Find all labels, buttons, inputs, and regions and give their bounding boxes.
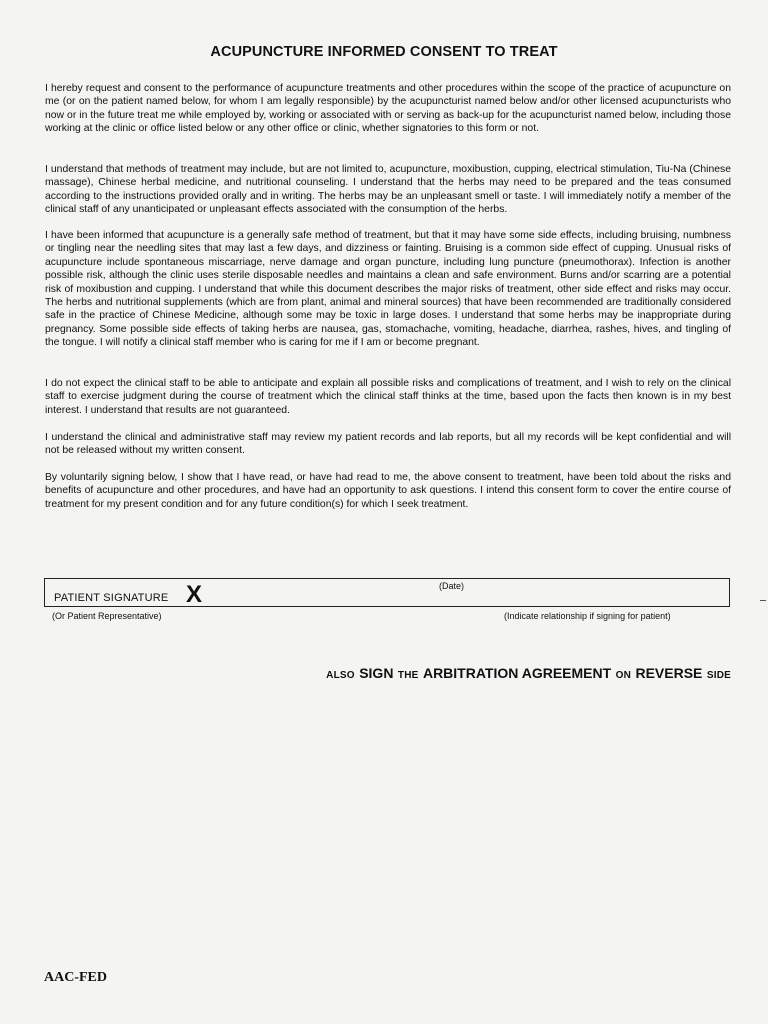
consent-paragraph-judgment: I do not expect the clinical staff to be able to anticipate and explain all possible risks and complications of treatment, and I wish to rely on the clinical staff to exercise judgment during the course of treatment which the clinical staff thinks at the time, based upon the facts then known is in my best interest. I understand that results are not guaranteed.: [45, 378, 731, 416]
signature-field[interactable]: [44, 578, 730, 607]
page-title: ACUPUNCTURE INFORMED CONSENT TO TREAT: [210, 44, 558, 60]
notice-word-sign: SIGN: [359, 665, 394, 681]
relationship-note: (Indicate relationship if signing for patient): [504, 611, 671, 621]
consent-paragraph-confidentiality: I understand the clinical and administrative staff may review my patient records and lab reports, but all my records will be kept confidential and will not be released without my written consent.: [45, 432, 731, 457]
consent-paragraph-acknowledgement: By voluntarily signing below, I show that I have read, or have had read to me, the above consent to treatment, have been told about the risks and benefits of acupuncture and other procedures, and have had an opportunity to ask questions. I intend this consent form to cover the entire course of treatment for my present condition and for any future condition(s) for which I seek treatment.: [45, 472, 731, 510]
consent-paragraph-request: I hereby request and consent to the performance of acupuncture treatments and other procedures within the scope of the practice of acupuncture on me (or on the patient named below, for whom I am legally responsible) by the acupuncturist named below and/or other licensed acupuncturists who now or in the future treat me while employed by, working or associated with or serving as back-up for the acupuncturist named below, including those working at the clinic or office listed below or any other office or clinic, whether signatories to this form or not.: [45, 83, 731, 135]
form-code: AAC-FED: [44, 970, 107, 985]
representative-note: (Or Patient Representative): [52, 611, 162, 621]
notice-word-side: SIDE: [706, 670, 731, 681]
notice-word-also: ALSO: [326, 670, 355, 681]
notice-word-arbitration: ARBITRATION AGREEMENT: [422, 665, 612, 681]
consent-paragraph-risks: I have been informed that acupuncture is a generally safe method of treatment, but that it may have some side effects, including bruising, numbness or tingling near the needling sites that may last a few days, and dizziness or fainting. Bruising is a common side effect of cupping. Unusual risks of acupuncture include spontaneous miscarriage, nerve damage and organ puncture, including lung puncture (pneumothorax). Infection is another possible risk, although the clinic uses sterile disposable needles and maintains a clean and safe environment. Burns and/or scarring are a potential risk of moxibustion and cupping. I understand that while this document describes the major risks of treatment, other side effect and risks may occur. The herbs and nutritional supplements (which are from plant, animal and mineral sources) that have been recommended are traditionally considered safe in the practice of Chinese Medicine, although some may be toxic in large doses. I understand that some herbs may be inappropriate during pregnancy. Some possible side effects of taking herbs are nausea, gas, stomachache, vomiting, headache, diarrhea, rashes, hives, and tingling of the tongue. I will notify a clinical staff member who is caring for me if I am or become pregnant.: [45, 230, 731, 349]
scan-edge-mark: [760, 600, 766, 601]
notice-word-reverse: REVERSE: [635, 665, 703, 681]
signature-x-mark: X: [186, 581, 203, 608]
notice-word-on: ON: [615, 670, 632, 681]
date-label: (Date): [439, 581, 465, 591]
notice-word-the: THE: [397, 670, 419, 681]
arbitration-reverse-notice: [326, 665, 731, 683]
patient-signature-label: PATIENT SIGNATURE: [54, 592, 169, 604]
consent-paragraph-methods: I understand that methods of treatment may include, but are not limited to, acupuncture, moxibustion, cupping, electrical stimulation, Tiu-Na (Chinese massage), Chinese herbal medicine, and nutritional counseling. I understand that the herbs may need to be prepared and the teas consumed according to the instructions provided orally and in writing. The herbs may be an unpleasant smell or taste. I will immediately notify a member of the clinical staff of any unanticipated or unpleasant effects associated with the consumption of the herbs.: [45, 164, 731, 216]
